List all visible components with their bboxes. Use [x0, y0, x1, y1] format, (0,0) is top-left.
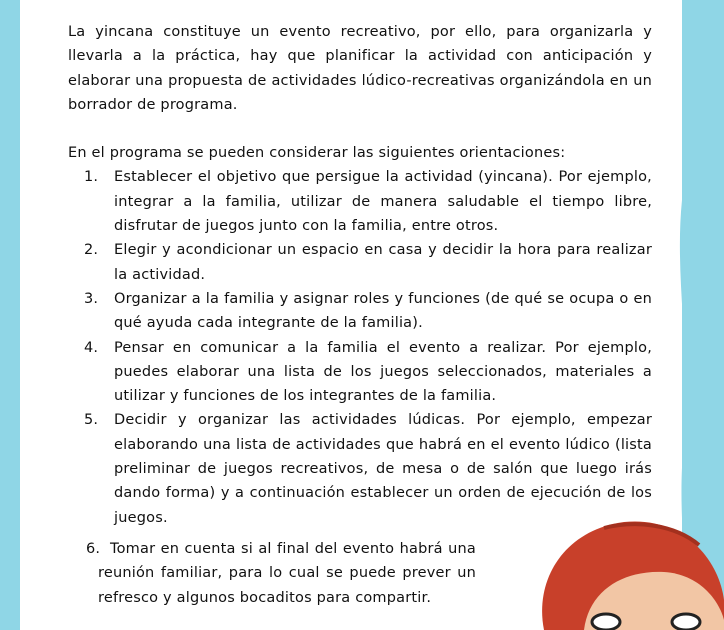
orientation-list	[68, 165, 652, 529]
list-item: 2. Elegir y acondicionar un espacio en casa y decidir la hora para realizar la actividad.	[84, 242, 652, 283]
list-item: 5. Decidir y organizar las actividades lúdicas. Por ejemplo, empezar elaborando una lista de actividades que habrá en el evento lúdico (lista preliminar de juegos recreativos, de mesa o de salón que luego irás dando forma) y a continuación establecer un orden de ejecución de los juegos.	[84, 412, 652, 526]
list-item-6: 6. Tomar en cuenta si al final del evento habrá una reunión familiar, para lo cual se puede prever un refresco y algunos bocaditos para compartir.	[86, 541, 476, 606]
list-intro: En el programa se pueden considerar las siguientes orientaciones:	[68, 145, 566, 162]
list-item: 3. Organizar a la familia y asignar roles y funciones (de qué se ocupa o en qué ayuda cada integrante de la familia).	[84, 290, 652, 332]
intro-paragraph: La yincana constituye un evento recreativo, por ello, para organizarla y llevarla a la práctica, hay que planificar la actividad con anticipación y elaborar una propuesta de actividades lúdico-recreativas organizándola en un borrador de programa.	[68, 24, 652, 113]
girl-illustration	[514, 510, 724, 630]
document-text	[68, 20, 652, 530]
list-item: 1. Establecer el objetivo que persigue la actividad (yincana). Por ejemplo, integrar a la familia, utilizar de manera saludable el tiempo libre, disfrutar de juegos junto con la familia, entre otros.	[84, 169, 652, 235]
list-item: 4. Pensar en comunicar a la familia el evento a realizar. Por ejemplo, puedes elaborar una lista de los juegos seleccionados, materiales a utilizar y funciones de los integrantes de la familia.	[84, 339, 652, 405]
